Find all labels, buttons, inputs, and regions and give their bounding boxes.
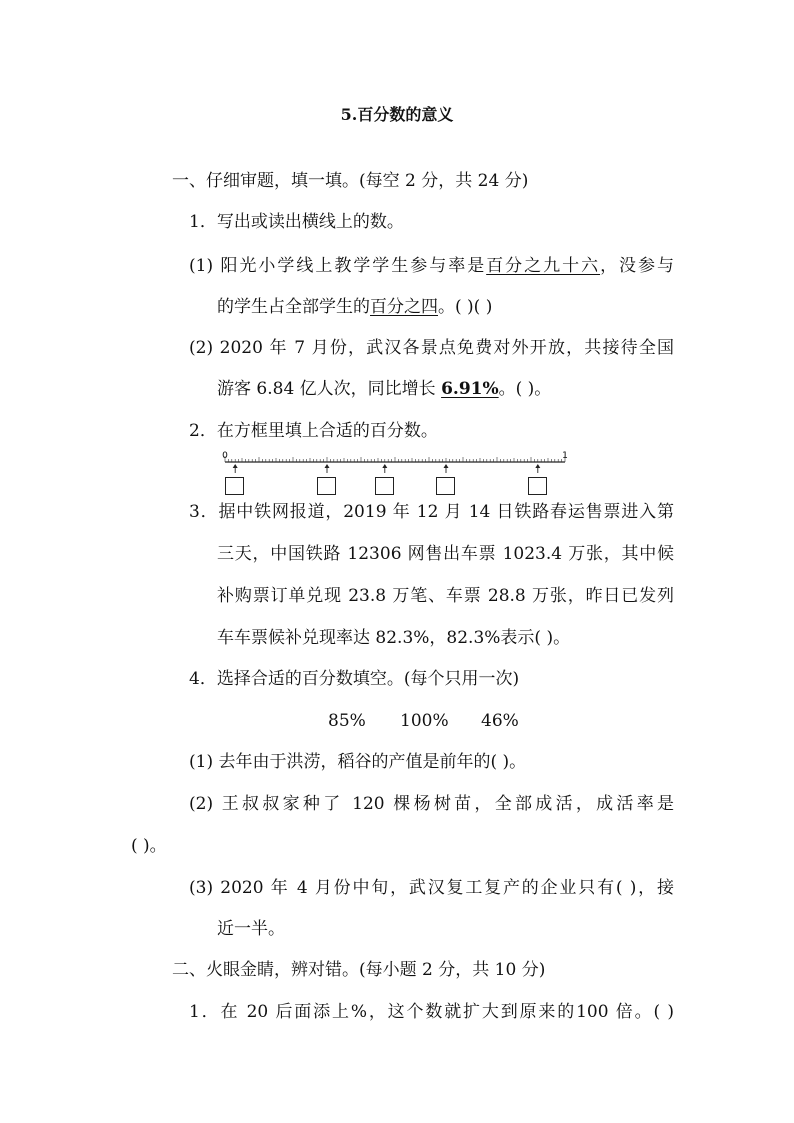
marker-arrow-head: [535, 464, 540, 468]
answer-blanks[interactable]: 。( )( ): [438, 297, 493, 317]
number-line-ticks: [225, 456, 565, 462]
text-run: ，没参与: [600, 256, 675, 276]
question-1-part-2-line-2: [217, 378, 551, 400]
question-4-part-2-line-1: (2) 王叔叔家种了 120 棵杨树苗，全部成活，成活率是: [189, 794, 674, 814]
question-1-part-1-line-2: [217, 296, 492, 318]
question-4-part-3-line-1[interactable]: (3) 2020 年 4 月份中旬，武汉复工复产的企业只有( )，接: [189, 878, 674, 898]
question-1-part-2-line-1: (2) 2020 年 7 月份，武汉各景点免费对外开放，共接待全国: [189, 338, 674, 358]
number-line-start-label: 0: [222, 451, 228, 461]
section-2-question-1[interactable]: 1．在 20 后面添上%，这个数就扩大到原来的100 倍。( ): [189, 1002, 674, 1022]
percent-options: [0, 710, 794, 732]
question-1-text: 1．写出或读出横线上的数。: [189, 212, 404, 232]
question-4-part-2-line-2[interactable]: ( )。: [131, 836, 167, 856]
question-4-text: 4．选择合适的百分数填空。(每个只用一次): [189, 669, 520, 689]
text-run: 游客 6.84 亿人次，同比增长: [217, 379, 442, 399]
answer-blank[interactable]: 。( )。: [498, 379, 552, 399]
answer-box-3[interactable]: [375, 477, 394, 495]
option-85: 85%: [328, 711, 366, 731]
question-3-line-3: 补购票订单兑现 23.8 万笔、车票 28.8 万张，昨日已发列: [217, 586, 674, 606]
question-3-line-1: 3．据中铁网报道，2019 年 12 月 14 日铁路春运售票进入第: [189, 502, 674, 522]
answer-box-5[interactable]: [528, 477, 547, 495]
question-3-line-4[interactable]: 车车票候补兑现率达 82.3%，82.3%表示( )。: [217, 628, 571, 648]
number-line-markers: [233, 464, 541, 473]
section-2-heading: 二、火眼金睛，辨对错。(每小题 2 分，共 10 分): [172, 960, 546, 980]
question-4-part-1[interactable]: (1) 去年由于洪涝，稻谷的产值是前年的( )。: [189, 752, 527, 772]
question-3-line-2: 三天，中国铁路 12306 网售出车票 1023.4 万张，其中候: [217, 544, 674, 564]
text-run: 的学生占全部学生的: [217, 297, 370, 317]
number-line-end-label: 1: [562, 451, 568, 461]
underlined-number: 百分之四: [370, 297, 438, 317]
option-100: 100%: [400, 711, 449, 731]
option-46: 46%: [481, 711, 519, 731]
question-1-part-1-line-1: [189, 255, 674, 277]
underlined-number: 6.91%: [441, 379, 499, 399]
question-2-text: 2．在方框里填上合适的百分数。: [189, 421, 438, 441]
answer-box-2[interactable]: [317, 477, 336, 495]
text-run: (1) 阳光小学线上教学学生参与率是: [189, 256, 487, 276]
marker-arrow-head: [444, 464, 449, 468]
answer-box-4[interactable]: [436, 477, 455, 495]
marker-arrow-head: [325, 464, 330, 468]
underlined-number: 百分之九十六: [486, 256, 601, 276]
answer-box-1[interactable]: [225, 477, 244, 495]
marker-arrow-head: [233, 464, 238, 468]
page-title: 5.百分数的意义: [340, 105, 454, 124]
marker-arrow-head: [382, 464, 387, 468]
section-1-heading: 一、仔细审题，填一填。(每空 2 分，共 24 分): [172, 171, 529, 191]
question-4-part-3-line-2: 近一半。: [217, 919, 285, 939]
